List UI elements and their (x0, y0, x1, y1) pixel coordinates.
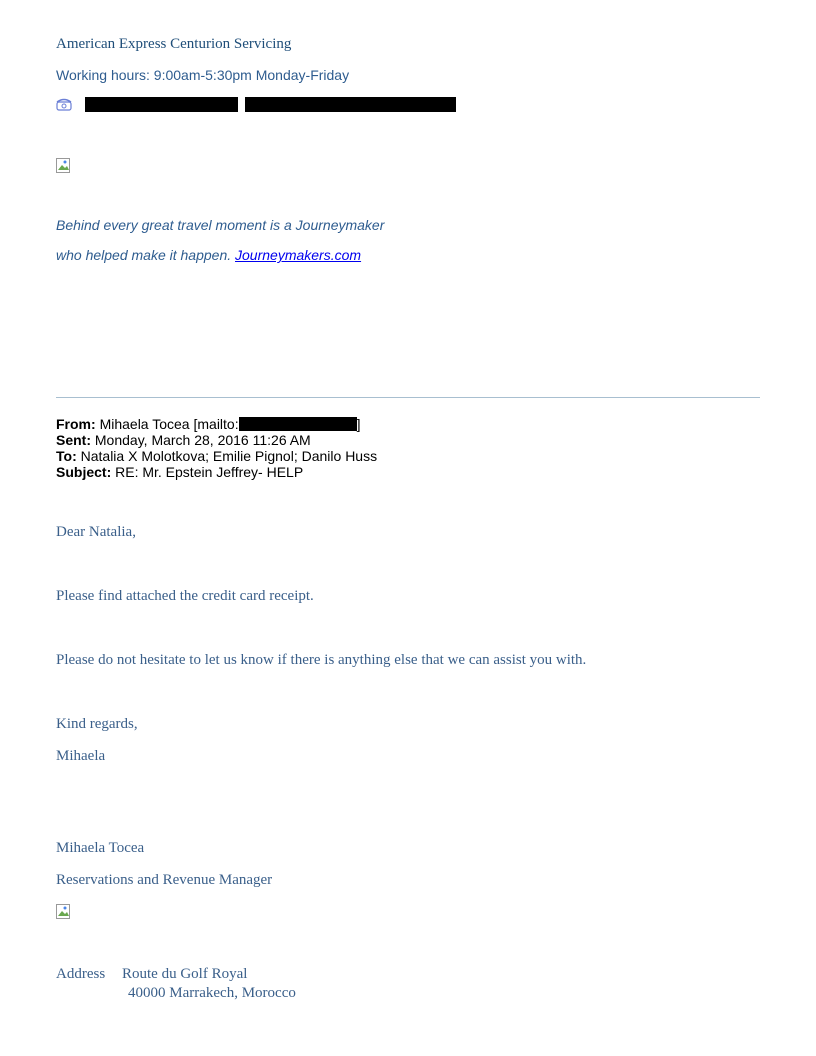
sent-label: Sent: (56, 432, 91, 448)
broken-image-icon (56, 904, 72, 920)
sender-title: Reservations and Revenue Manager (56, 872, 273, 888)
redacted-from-email (239, 417, 357, 431)
sender-name: Mihaela Tocea (56, 840, 145, 856)
redacted-phone (85, 97, 238, 112)
body-line-2: Please do not hesitate to let us know if there is anything else that we can assist you with. (56, 652, 587, 668)
greeting: Dear Natalia, (56, 524, 136, 540)
address-line-1: Route du Golf Royal (122, 966, 248, 982)
tagline-line-1: Behind every great travel moment is a Journeymaker (56, 217, 385, 233)
from-line (56, 416, 361, 432)
company-name: American Express Centurion Servicing (56, 36, 292, 52)
to-label: To: (56, 448, 77, 464)
divider (56, 397, 760, 398)
from-label: From: (56, 416, 96, 432)
subject-value: RE: Mr. Epstein Jeffrey- HELP (115, 464, 304, 480)
body-line-1: Please find attached the credit card receipt. (56, 588, 314, 604)
broken-image-icon (56, 158, 72, 174)
redacted-email (245, 97, 456, 112)
working-hours: Working hours: 9:00am-5:30pm Monday-Friday (56, 67, 350, 83)
closing: Kind regards, (56, 716, 138, 732)
from-close: ] (356, 416, 361, 432)
journeymakers-link[interactable]: Journeymakers.com (235, 247, 362, 263)
to-value: Natalia X Molotkova; Emilie Pignol; Danilo Huss (80, 448, 378, 464)
first-name: Mihaela (56, 748, 106, 764)
tagline-line-2 (56, 247, 361, 263)
subject-line (56, 464, 303, 480)
address-line-2: 40000 Marrakech, Morocco (128, 985, 296, 1001)
sent-value: Monday, March 28, 2016 11:26 AM (94, 432, 311, 448)
tagline-text: who helped make it happen. (56, 247, 236, 263)
address-label: Address (56, 966, 106, 982)
to-line (56, 448, 377, 464)
telephone-icon (56, 97, 72, 111)
from-value: Mihaela Tocea [mailto: (99, 416, 239, 432)
subject-label: Subject: (56, 464, 112, 480)
sent-line (56, 432, 311, 448)
